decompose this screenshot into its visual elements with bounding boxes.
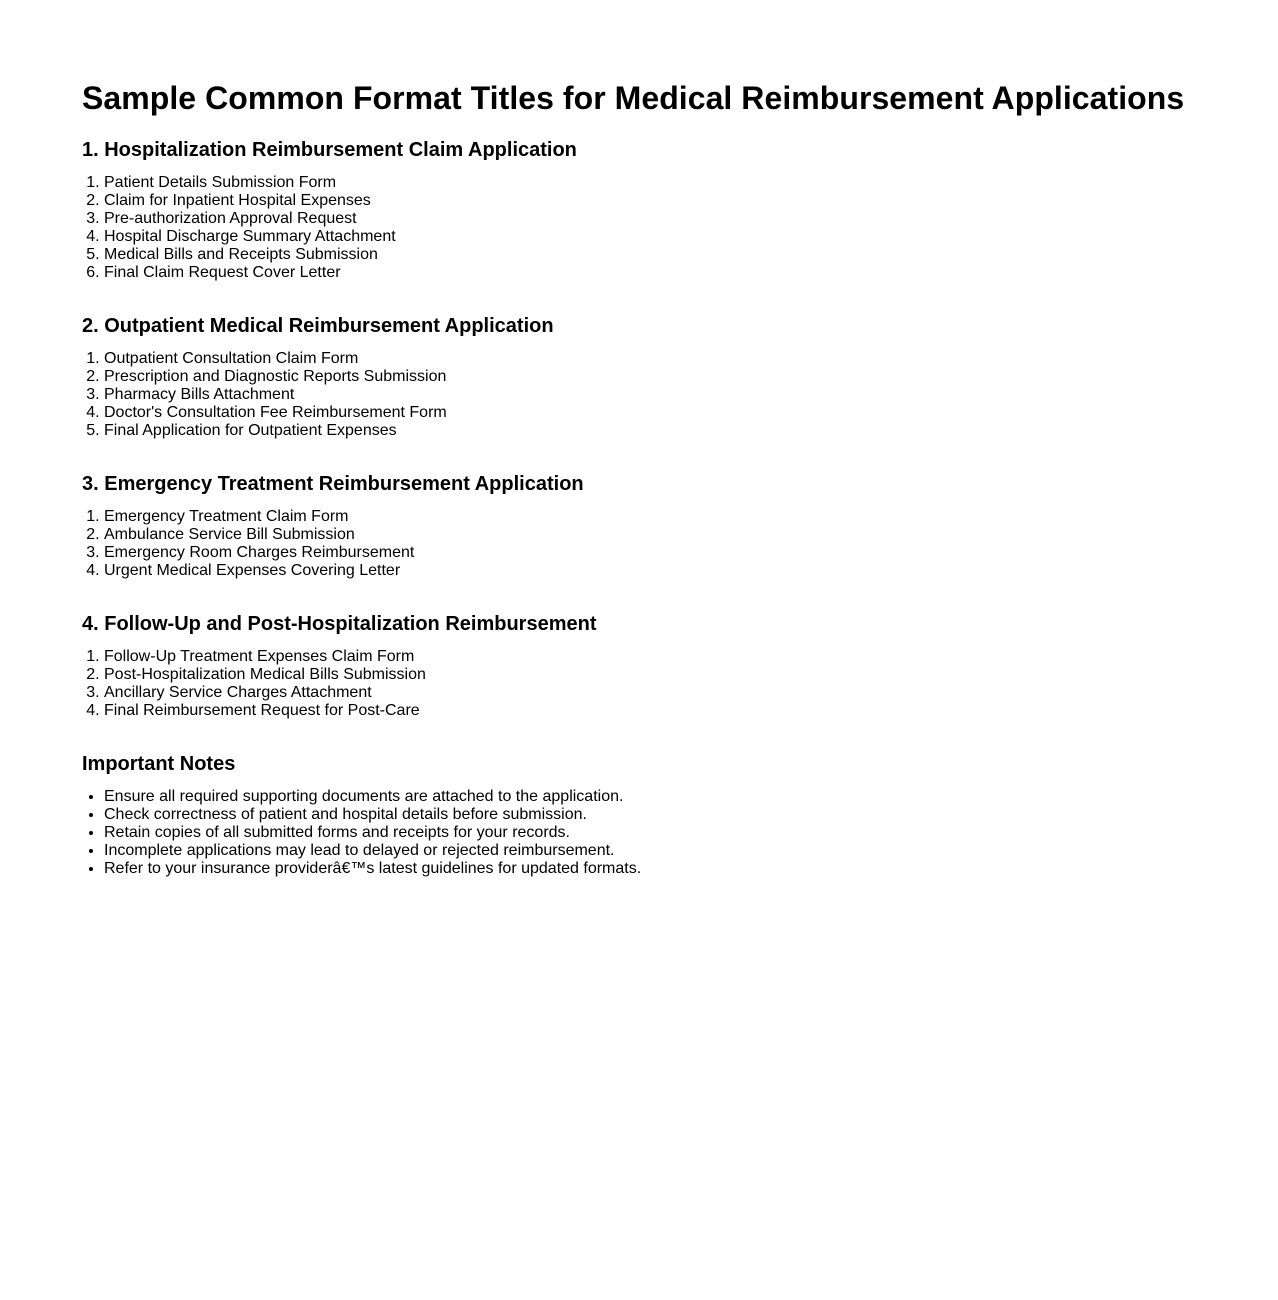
section-heading: 1. Hospitalization Reimbursement Claim Application bbox=[82, 139, 577, 161]
section-follow-up bbox=[82, 612, 1278, 720]
list-item: 4. Final Reimbursement Request for Post-Care bbox=[104, 702, 1278, 720]
notes-list bbox=[82, 788, 1278, 878]
page-title: Sample Common Format Titles for Medical Reimbursement Applications bbox=[82, 80, 1185, 116]
list-item: 3. Pre-authorization Approval Request bbox=[104, 210, 1278, 228]
section-heading: 3. Emergency Treatment Reimbursement Application bbox=[82, 473, 584, 495]
list-item: 3. Pharmacy Bills Attachment bbox=[104, 386, 1278, 404]
section-list bbox=[82, 508, 1278, 580]
note-item: • Refer to your insurance providerâ€™s latest guidelines for updated formats. bbox=[104, 860, 1278, 878]
section-list bbox=[82, 350, 1278, 440]
list-item: 1. Outpatient Consultation Claim Form bbox=[104, 350, 1278, 368]
list-item: 1. Emergency Treatment Claim Form bbox=[104, 508, 1278, 526]
note-item: • Check correctness of patient and hospital details before submission. bbox=[104, 806, 1278, 824]
list-item: 2. Ambulance Service Bill Submission bbox=[104, 526, 1278, 544]
list-item: 1. Follow-Up Treatment Expenses Claim Form bbox=[104, 648, 1278, 666]
list-item: 5. Medical Bills and Receipts Submission bbox=[104, 246, 1278, 264]
list-item: 4. Doctor's Consultation Fee Reimbursement Form bbox=[104, 404, 1278, 422]
list-item: 3. Emergency Room Charges Reimbursement bbox=[104, 544, 1278, 562]
list-item: 2. Post-Hospitalization Medical Bills Submission bbox=[104, 666, 1278, 684]
list-item: 3. Ancillary Service Charges Attachment bbox=[104, 684, 1278, 702]
section-heading: 2. Outpatient Medical Reimbursement Application bbox=[82, 315, 554, 337]
section-emergency bbox=[82, 472, 1278, 580]
section-list bbox=[82, 648, 1278, 720]
note-item: • Retain copies of all submitted forms and receipts for your records. bbox=[104, 824, 1278, 842]
note-item: • Ensure all required supporting documents are attached to the application. bbox=[104, 788, 1278, 806]
section-list bbox=[82, 174, 1278, 282]
section-outpatient bbox=[82, 314, 1278, 440]
notes-heading: Important Notes bbox=[82, 753, 236, 775]
section-hospitalization bbox=[82, 138, 1278, 282]
section-heading: 4. Follow-Up and Post-Hospitalization Reimbursement bbox=[82, 613, 597, 635]
list-item: 6. Final Claim Request Cover Letter bbox=[104, 264, 1278, 282]
list-item: 2. Prescription and Diagnostic Reports Submission bbox=[104, 368, 1278, 386]
note-item: • Incomplete applications may lead to delayed or rejected reimbursement. bbox=[104, 842, 1278, 860]
list-item: 4. Hospital Discharge Summary Attachment bbox=[104, 228, 1278, 246]
list-item: 2. Claim for Inpatient Hospital Expenses bbox=[104, 192, 1278, 210]
list-item: 5. Final Application for Outpatient Expenses bbox=[104, 422, 1278, 440]
section-important-notes bbox=[82, 752, 1278, 878]
list-item: 4. Urgent Medical Expenses Covering Letter bbox=[104, 562, 1278, 580]
list-item: 1. Patient Details Submission Form bbox=[104, 174, 1278, 192]
